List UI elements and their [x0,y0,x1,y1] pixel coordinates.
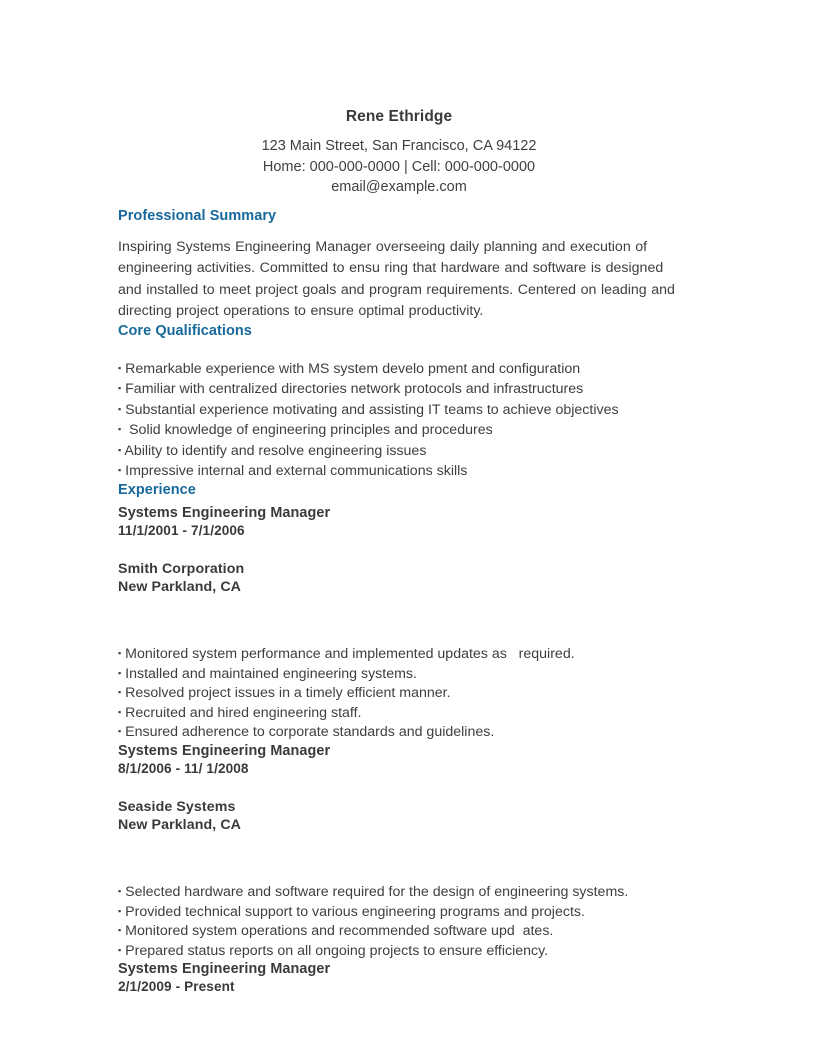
bullet-marker-icon: ▪ [118,667,122,678]
bullet-text: Remarkable experience with MS system develo pment and configuration [121,360,581,377]
contact-email: email@example.com [331,179,467,195]
job-duty-item [118,921,680,941]
job-duty-item [118,882,680,902]
spacer [118,596,680,644]
bullet-text: Monitored system operations and recommended software upd ates. [121,923,554,940]
spacer [118,834,680,882]
contact-address: 123 Main Street, San Francisco, CA 94122 [261,138,537,154]
job-duty-item [118,644,680,664]
qualification-item [118,461,680,482]
contact-info-block [118,136,680,198]
bullet-text: Solid knowledge of engineering principles and procedures [121,422,493,439]
job-duties-list [118,882,680,960]
contact-phones: Home: 000-000-0000 | Cell: 000-000-0000 [262,158,536,175]
job-dates: 11/1/2001 - 7/1/2006 [118,523,245,539]
job-company: Smith Corporation [118,561,245,578]
job-duty-item [118,722,680,742]
bullet-marker-icon: ▪ [118,383,122,394]
job-location: New Parkland, CA [118,579,242,596]
bullet-marker-icon: ▪ [118,925,122,936]
bullet-text: Ensured adherence to corporate standards and guidelines. [121,724,495,741]
bullet-text: Selected hardware and software required for the design of engineering systems. [121,884,629,901]
experience-list [118,504,680,996]
bullet-text: Provided technical support to various engineering programs and projects. [121,903,585,920]
bullet-marker-icon: ▪ [118,687,122,698]
bullet-marker-icon: ▪ [118,403,122,414]
job-duty-item [118,683,680,703]
bullet-marker-icon: ▪ [118,706,122,717]
bullet-marker-icon: ▪ [118,648,122,659]
bullet-text: Ability to identify and resolve engineering issues [121,442,427,459]
job-title: Systems Engineering Manager [118,743,331,760]
qualification-item [118,441,680,462]
job-company: Seaside Systems [118,799,236,816]
job-duty-item [118,941,680,961]
job-location: New Parkland, CA [118,817,242,834]
bullet-text: Installed and maintained engineering systems. [121,665,417,682]
qualification-item [118,400,680,421]
qualification-item [118,359,680,380]
experience-entry [118,504,680,742]
experience-entry [118,742,680,960]
job-duty-item [118,902,680,922]
qualification-item [118,379,680,400]
resume-content [118,0,680,996]
qualification-item [118,420,680,441]
bullet-marker-icon: ▪ [118,362,122,373]
bullet-text: Impressive internal and external communications skills [121,463,468,480]
job-duty-item [118,703,680,723]
bullet-text: Prepared status reports on all ongoing projects to ensure efficiency. [121,942,549,959]
bullet-text: Substantial experience motivating and assisting IT teams to achieve objectives [121,401,619,418]
professional-summary-text: Inspiring Systems Engineering Manager overseeing daily planning and execution of engineering activities. Committed to ensu ring that hardware and software is designed and installed to meet project goals and program requirements. Centered on leading and directing project operations to ensure optimal productivity. [118,238,675,319]
bullet-marker-icon: ▪ [118,444,122,455]
experience-entry [118,960,680,996]
job-dates: 8/1/2006 - 11/ 1/2008 [118,761,249,777]
bullet-marker-icon: ▪ [118,726,122,737]
job-dates: 2/1/2009 - Present [118,979,235,995]
bullet-marker-icon: ▪ [118,944,122,955]
job-duty-item [118,664,680,684]
candidate-name: Rene Ethridge [345,108,453,125]
bullet-marker-icon: ▪ [118,424,122,435]
bullet-text: Familiar with centralized directories network protocols and infrastructures [121,381,584,398]
bullet-text: Resolved project issues in a timely efficient manner. [121,685,451,702]
job-duties-list [118,644,680,742]
section-heading-core-qualifications: Core Qualifications [118,322,252,339]
job-title: Systems Engineering Manager [118,961,331,978]
job-title: Systems Engineering Manager [118,505,331,522]
section-heading-professional-summary: Professional Summary [118,207,277,224]
bullet-marker-icon: ▪ [118,905,122,916]
bullet-text: Monitored system performance and implemented updates as required. [121,646,575,663]
core-qualifications-list [118,359,680,483]
bullet-marker-icon: ▪ [118,886,122,897]
bullet-text: Recruited and hired engineering staff. [121,704,362,721]
section-heading-experience: Experience [118,482,196,499]
bullet-marker-icon: ▪ [118,465,122,476]
